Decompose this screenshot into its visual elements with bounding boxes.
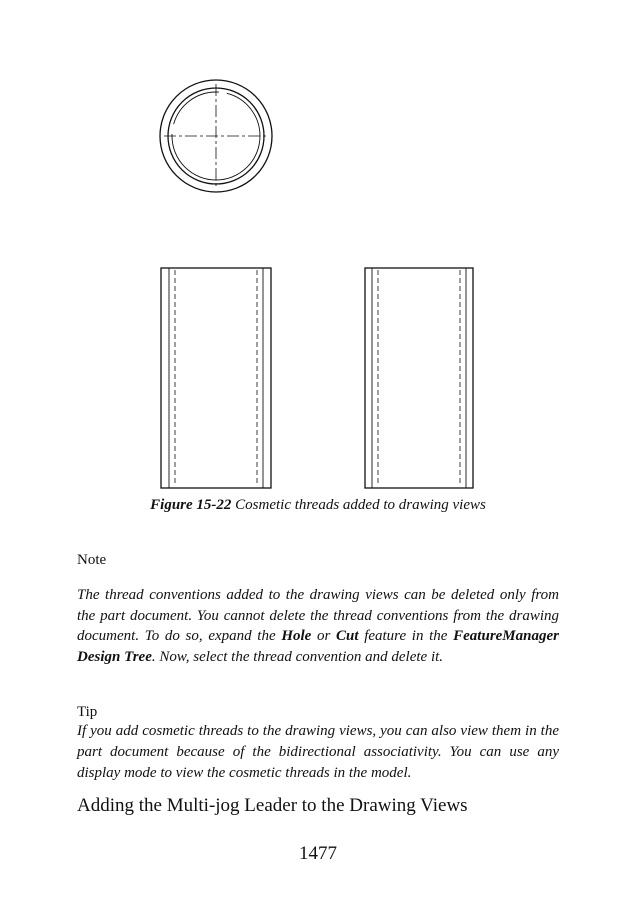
note-text-3: feature in the: [358, 628, 454, 644]
design-tree-name: FeatureManager Design Tree: [77, 628, 559, 665]
side-view-outline: [365, 268, 473, 488]
page-number: 1477: [299, 843, 337, 864]
tip-body: If you add cosmetic threads to the drawing views, you can also view them in the part document because of the bidirectional associativity. You can use any display mode to view the cosmetic threads in the model.: [77, 723, 559, 781]
tip-label: Tip: [77, 704, 98, 720]
side-view: [365, 268, 473, 488]
note-label: Note: [77, 552, 107, 568]
figure-caption-text: Cosmetic threads added to drawing views: [235, 497, 486, 513]
figure-caption: [0, 497, 636, 514]
front-view: [161, 268, 271, 488]
front-view-outline: [161, 268, 271, 488]
section-heading: Adding the Multi-jog Leader to the Drawing Views: [77, 795, 468, 816]
hole-feature-name: Hole: [281, 628, 312, 644]
note-text-4: . Now, select the thread convention and delete it.: [151, 648, 444, 665]
figure-label: Figure 15-22: [150, 497, 232, 513]
cut-feature-name: Cut: [336, 628, 359, 644]
note-body: [77, 585, 559, 667]
top-view: [160, 80, 272, 192]
note-text-2: or: [311, 628, 336, 644]
note-text-1: The thread conventions added to the drawing views can be deleted only from the part document. You cannot delete the thread conventions from the drawing document. To do so, expand the: [77, 587, 559, 644]
